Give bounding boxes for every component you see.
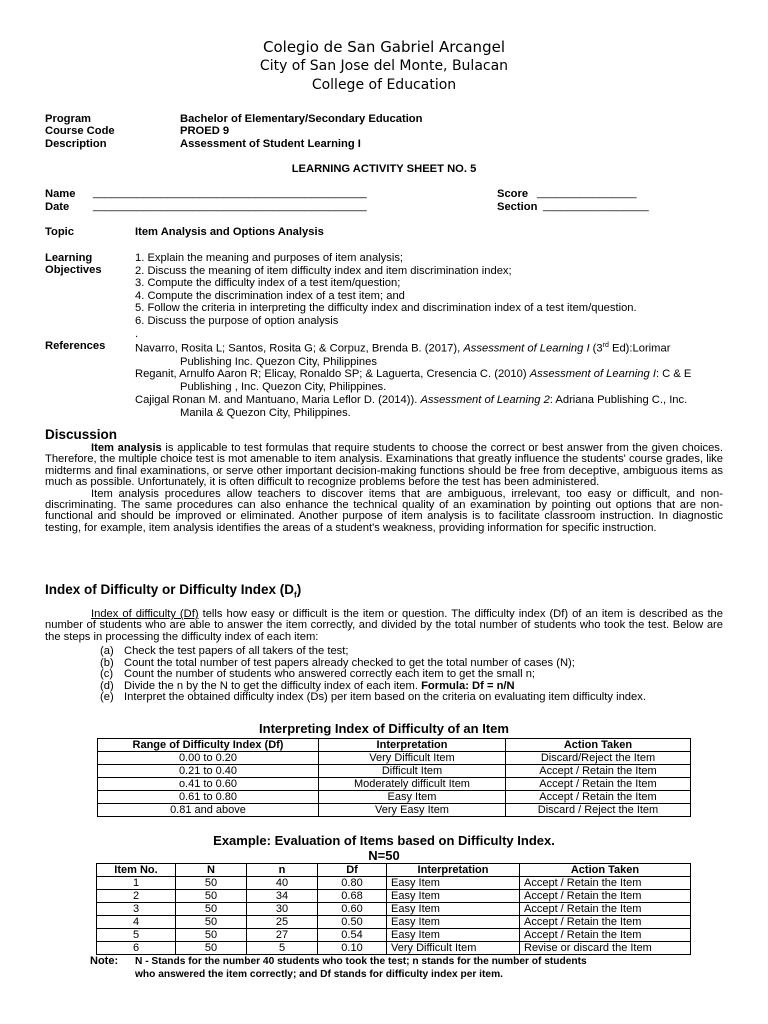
- table-cell: 50: [176, 903, 247, 916]
- table-cell: 50: [176, 877, 247, 890]
- table-cell: 50: [176, 890, 247, 903]
- school-city: City of San Jose del Monte, Bulacan: [259, 58, 509, 74]
- objective-item: 4. Compute the discrimination index of a test item; and: [135, 289, 405, 302]
- reference-publisher: Ed):Lorimar Publishing Inc. Quezon City, Philippines: [180, 342, 671, 368]
- table-header: Range of Difficulty Index (Df): [98, 739, 319, 752]
- program-value: Bachelor of Elementary/Secondary Education: [180, 113, 423, 125]
- reference-book-title: Assessment of Learning I: [463, 342, 590, 355]
- table-cell: 0.00 to 0.20: [98, 752, 319, 765]
- reference-authors: Navarro, Rosita L; Santos, Rosita G; & Corpuz, Brenda B. (2017),: [135, 342, 464, 355]
- score-field[interactable]: ________________: [537, 187, 637, 199]
- reference-book-title: Assessment of Learning 2: [420, 393, 550, 406]
- table-cell: Accept / Retain the Item: [520, 890, 691, 903]
- table-cell: 0.60: [318, 903, 387, 916]
- table-row: [98, 778, 691, 791]
- table-header-row: [98, 739, 691, 752]
- table-cell: Easy Item: [387, 890, 520, 903]
- table2-subtitle: N=50: [368, 848, 400, 863]
- description-label: Description: [45, 138, 107, 150]
- table-cell: 50: [176, 916, 247, 929]
- table-cell: 50: [176, 942, 247, 955]
- reference-book-title: Assessment of Learning I: [529, 368, 656, 381]
- table-row: [97, 942, 691, 955]
- step-text: Interpret the obtained difficulty index (Ds) per item based on the criteria on evaluating item difficulty index.: [124, 691, 646, 704]
- section-field[interactable]: _________________: [543, 200, 649, 212]
- table-cell: Accept / Retain the Item: [520, 916, 691, 929]
- college-name: College of Education: [311, 77, 457, 93]
- table-cell: 50: [176, 929, 247, 942]
- objective-item: 5. Follow the criteria in interpreting the difficulty index and discrimination index of a test item/question.: [135, 302, 637, 315]
- table-cell: Moderately difficult Item: [319, 778, 506, 791]
- sheet-title: LEARNING ACTIVITY SHEET NO. 5: [291, 163, 477, 175]
- reference-authors: Reganit, Arnulfo Aaron R; Elicay, Ronaldo SP; & Laguerta, Cresencia C. (2010): [135, 368, 530, 381]
- table-row: [98, 804, 691, 817]
- discussion-title: Discussion: [45, 427, 118, 442]
- item-analysis-term: Item analysis: [91, 442, 162, 454]
- table-cell: 6: [97, 942, 176, 955]
- table-cell: Very Difficult Item: [319, 752, 506, 765]
- difficulty-term: Index of difficulty (Df): [91, 608, 199, 620]
- table-row: [98, 791, 691, 804]
- table-cell: Discard/Reject the Item: [506, 752, 691, 765]
- difficulty-interpretation-table: [97, 738, 691, 817]
- table-cell: Accept / Retain the Item: [520, 929, 691, 942]
- table-cell: 3: [97, 903, 176, 916]
- reference-publisher: : Adriana Publishing C., Inc. Manila & Quezon City, Philippines.: [180, 393, 688, 419]
- reference-authors: Cajigal Ronan M. and Mantuano, Maria Leflor D. (2014)).: [135, 393, 421, 406]
- discussion-paragraph: Item analysis procedures allow teachers to discover items that are ambiguous, irrelevant, too easy or difficult, and non-discriminating. The same procedures can also enhance the technical quality of an examination by pointing out options that are non-functional and should be improved or eliminated. Another purpose of item analysis is to facilitate classroom instruction. In diagnostic testing, for example, item analysis identifies the areas of a student's weakness, providing information for specific instruction.: [45, 487, 723, 534]
- step-text: Count the number of students who answered correctly each item to get the small n;: [124, 668, 536, 681]
- table-cell: 5: [97, 929, 176, 942]
- table-header-row: [97, 864, 691, 877]
- table-cell: 2: [97, 890, 176, 903]
- table-cell: 0.54: [318, 929, 387, 942]
- discussion-p1-text: is applicable to test formulas that require students to choose the correct or best answer from the given choices. Therefore, the multiple choice test is mot amenable to item analysis. Examinations that greatly influence the students' course grades, like midterms and final examinations, or serve other important decision-making functions should be free from deceptive, ambiguous items as much as possible. Unfortunately, it is often difficult to recognize problems before the test has been administered.: [45, 442, 723, 489]
- table-cell: Accept / Retain the Item: [506, 778, 691, 791]
- table-header: Action Taken: [520, 864, 691, 877]
- difficulty-intro-text: tells how easy or difficult is the item or question. The difficulty index (Df) of an item is described as the number of students who are able to answer the item correctly, and divided by the total number of students who took the test. Below are the steps in processing the difficulty index of each item:: [45, 608, 723, 643]
- table-cell: 0.80: [318, 877, 387, 890]
- date-field[interactable]: ____________________________________________: [93, 200, 367, 212]
- difficulty-title: [45, 582, 301, 600]
- table-cell: Easy Item: [387, 916, 520, 929]
- table-row: [98, 752, 691, 765]
- table-cell: 25: [247, 916, 318, 929]
- table-cell: Easy Item: [387, 929, 520, 942]
- table2-title: Example: Evaluation of Items based on Difficulty Index.: [213, 833, 555, 848]
- table-row: [97, 903, 691, 916]
- program-label: Program: [45, 113, 92, 125]
- table-cell: Accept / Retain the Item: [506, 765, 691, 778]
- note-line-1: [90, 955, 587, 969]
- step-label: (e): [100, 691, 114, 704]
- reference-superscript: rd: [602, 342, 609, 349]
- school-name: Colegio de San Gabriel Arcangel: [263, 38, 505, 56]
- table-cell: 0.81 and above: [98, 804, 319, 817]
- difficulty-title-end: ): [296, 582, 302, 597]
- table-cell: 40: [247, 877, 318, 890]
- table-header: Interpretation: [319, 739, 506, 752]
- difficulty-intro: [45, 609, 723, 643]
- table-header: Df: [318, 864, 387, 877]
- table-row: [98, 765, 691, 778]
- table-cell: 0.10: [318, 942, 387, 955]
- difficulty-title-subscript: f: [294, 590, 297, 600]
- topic-label: Topic: [45, 226, 75, 238]
- objective-item: 3. Compute the difficulty index of a test item/question;: [135, 277, 401, 290]
- table-row: [97, 916, 691, 929]
- topic-value: Item Analysis and Options Analysis: [135, 226, 324, 238]
- step-item: [100, 692, 646, 704]
- section-label: Section: [497, 201, 538, 213]
- discussion-paragraph: [45, 443, 723, 489]
- table-cell: 4: [97, 916, 176, 929]
- table-header: Action Taken: [506, 739, 691, 752]
- reference-item: [135, 368, 720, 394]
- table-cell: Easy Item: [319, 791, 506, 804]
- step-text: Divide the n by the N to get the difficulty index of each item.: [124, 679, 422, 692]
- step-label: (b): [100, 656, 114, 669]
- table-cell: Very Easy Item: [319, 804, 506, 817]
- note-text-1: N - Stands for the number 40 students who took the test; n stands for the number of students: [135, 956, 587, 967]
- table-cell: 0.21 to 0.40: [98, 765, 319, 778]
- table-row: [97, 890, 691, 903]
- reference-publisher: : C & E Publishing , Inc. Quezon City, Philippines.: [180, 368, 692, 394]
- discussion-body: [45, 443, 723, 534]
- objective-item: 2. Discuss the meaning of item difficulty index and item discrimination index;: [135, 264, 512, 277]
- table-cell: Accept / Retain the Item: [520, 877, 691, 890]
- table-cell: 1: [97, 877, 176, 890]
- table-cell: 0.68: [318, 890, 387, 903]
- table-cell: 34: [247, 890, 318, 903]
- objective-item: 1. Explain the meaning and purposes of item analysis;: [135, 252, 404, 264]
- table-cell: o.41 to 0.60: [98, 778, 319, 791]
- course-code-label: Course Code: [45, 125, 115, 137]
- table-cell: Revise or discard the Item: [520, 942, 691, 955]
- difficulty-paragraph: [45, 609, 723, 643]
- note-text-2: who answered the item correctly; and Df stands for difficulty index per item.: [135, 968, 503, 980]
- note-label: Note:: [90, 955, 119, 967]
- objectives-label-1: Learning: [45, 252, 93, 264]
- references-list: [135, 340, 720, 420]
- reference-item: [135, 394, 720, 420]
- table-cell: Accept / Retain the Item: [520, 903, 691, 916]
- reference-edition: (3: [589, 342, 603, 355]
- name-label: Name: [45, 188, 76, 200]
- course-code-value: PROED 9: [180, 125, 230, 137]
- step-label: (d): [100, 679, 114, 692]
- objectives-label-2: Objectives: [45, 264, 102, 276]
- table-row: [97, 877, 691, 890]
- table-cell: Difficult Item: [319, 765, 506, 778]
- objective-item: 6. Discuss the purpose of option analysis: [135, 314, 339, 327]
- table-cell: 27: [247, 929, 318, 942]
- table-cell: 5: [247, 942, 318, 955]
- table-cell: 0.61 to 0.80: [98, 791, 319, 804]
- difficulty-steps: [100, 646, 646, 704]
- references-label: References: [45, 340, 106, 352]
- reference-item: [135, 340, 720, 368]
- table-row: [97, 929, 691, 942]
- formula: Formula: Df = n/N: [421, 679, 515, 692]
- difficulty-title-text: Index of Difficulty or Difficulty Index (D: [45, 582, 295, 597]
- name-field[interactable]: ____________________________________________: [93, 187, 367, 199]
- table-note: [90, 955, 587, 981]
- step-label: (c): [100, 668, 114, 681]
- step-text: Check the test papers of all takers of the test;: [124, 645, 349, 657]
- table-cell: 0.50: [318, 916, 387, 929]
- table-cell: Accept / Retain the Item: [506, 791, 691, 804]
- objective-item: .: [135, 327, 139, 340]
- table-header: n: [247, 864, 318, 877]
- table-cell: Very Difficult Item: [387, 942, 520, 955]
- table-cell: Easy Item: [387, 903, 520, 916]
- note-line-2: [90, 969, 587, 982]
- table-header: Item No.: [97, 864, 176, 877]
- table-header: N: [176, 864, 247, 877]
- table-cell: Discard / Reject the Item: [506, 804, 691, 817]
- description-value: Assessment of Student Learning I: [180, 138, 361, 150]
- table-cell: Easy Item: [387, 877, 520, 890]
- table1-title: Interpreting Index of Difficulty of an Item: [259, 721, 509, 736]
- step-text: Count the total number of test papers already checked to get the total number of cases (N);: [124, 656, 575, 669]
- objectives-list: [135, 252, 637, 340]
- step-label: (a): [100, 645, 114, 657]
- table-header: Interpretation: [387, 864, 520, 877]
- score-label: Score: [497, 188, 529, 200]
- date-label: Date: [45, 201, 70, 213]
- difficulty-example-table: [96, 863, 691, 955]
- table-cell: 30: [247, 903, 318, 916]
